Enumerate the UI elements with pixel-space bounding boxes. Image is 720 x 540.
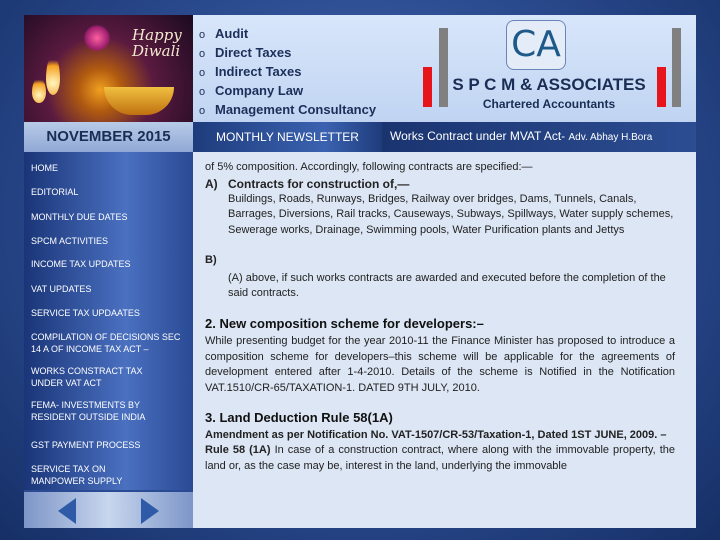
service-item: o Company Law [199,83,304,98]
newsletter-frame [24,15,696,528]
sidebar-item-monthly-due-dates[interactable]: MONTHLY DUE DATES [31,212,128,222]
section-2-text: While presenting budget for the year 2010-11 the Finance Minister has proposed to introduce a composition scheme for developers–this scheme will be applicable for the agreements of development entered after 1-4-2010. Details of the scheme is Notified in the Notification VAT.1510/CR-65/TAXATION-1. DATED 9TH JULY, 2010. [205,335,675,394]
next-arrow-icon[interactable] [141,498,159,524]
service-item: o Audit [199,26,249,41]
diwali-banner-image [24,15,193,122]
sidebar-item-spcm-activities[interactable]: SPCM ACTIVITIES [31,236,109,246]
red-bar [657,67,666,107]
issue-month: NOVEMBER 2015 [24,122,193,152]
sidebar-item-editorial[interactable]: EDITORIAL [31,187,79,197]
section-a-heading: Contracts for construction of,— [228,176,410,191]
intro-text: of 5% composition. Accordingly, following contracts are specified:— [205,161,533,173]
service-item: o Indirect Taxes [199,64,302,79]
sidebar-nav [24,152,193,490]
previous-arrow-icon[interactable] [58,498,76,524]
article-author: Adv. Abhay H.Bora [568,132,653,143]
section-3-amendment: Amendment as per Notification No. VAT-1507/CR-53/Taxation-1, Dated 1ST JUNE, 2009. – [205,428,667,441]
header [193,15,696,122]
sidebar-item-works-contract-tax[interactable]: WORKS CONSTRACT TAX UNDER VAT ACT [31,366,143,388]
section-a-text: Buildings, Roads, Runways, Bridges, Railway over bridges, Dams, Tunnels, Canals, Barrages, Diversions, Rail tracks, Causeways, Subways, Spillways, Water supply schemes, Sewerage works, Drainage, Swimming pools, Water Purification plants and Jettys [228,192,674,236]
section-2-heading: 2. New composition scheme for developers:– [205,315,484,331]
article-title-bar [382,122,696,152]
section-b-text: (A) above, if such works contracts are awarded and executed before the completion of the said contracts. [228,271,666,299]
sidebar-item-home[interactable]: HOME [31,163,58,173]
sidebar-item-fema[interactable]: FEMA- INVESTMENTS BY RESIDENT OUTSIDE INDIA [31,400,146,422]
service-item: o Direct Taxes [199,45,292,60]
firm-subtitle: Chartered Accountants [482,97,616,111]
article-title: Works Contract under MVAT Act- [390,129,569,143]
ca-logo: CA [506,20,566,70]
gray-bar [672,28,681,107]
sidebar-item-vat-updates[interactable]: VAT UPDATES [31,284,92,294]
newsletter-label: MONTHLY NEWSLETTER [193,122,382,152]
service-item: o Management Consultancy [199,102,377,117]
firm-name: S P C M & ASSOCIATES [452,75,646,94]
section-3-rule: Rule 58 (1A) In case of a construction contract, where along with the immovable property, the land or, as the case may be, interest in the land, underlying the immovable [205,444,675,472]
section-3-heading: 3. Land Deduction Rule 58(1A) [205,410,393,425]
sidebar-item-service-tax-updates[interactable]: SERVICE TAX UPDAATES [31,308,140,318]
section-a-label: A) [205,176,218,191]
sidebar-item-service-tax-manpower[interactable]: SERVICE TAX ON MANPOWER SUPPLY [31,464,123,486]
page-navigation [24,490,193,528]
sidebar-item-compilation-decisions[interactable]: COMPILATION OF DECISIONS SEC 14 A OF INCOME TAX ACT – [31,332,181,354]
greeting-text: Happy Diwali [132,26,182,60]
red-bar [423,67,432,107]
sidebar-item-income-tax-updates[interactable]: INCOME TAX UPDATES [31,259,131,269]
article-body [205,160,675,474]
section-b-label: B) [205,254,217,266]
gray-bar [439,28,448,107]
sidebar-item-gst-payment[interactable]: GST PAYMENT PROCESS [31,440,141,450]
services-list [199,25,376,120]
